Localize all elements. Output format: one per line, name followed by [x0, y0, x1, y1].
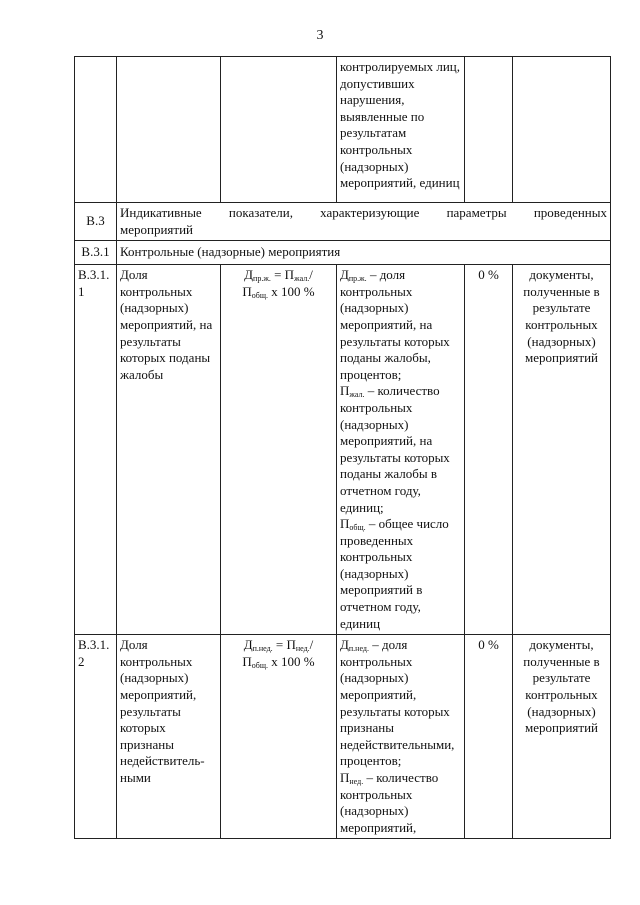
legend-entry	[340, 770, 461, 836]
subscript: пр.ж.	[253, 274, 271, 284]
indicator-code: В.3.1.2	[75, 635, 117, 839]
indicator-legend	[337, 635, 465, 839]
subsection-code: В.3.1	[75, 241, 117, 265]
section-title-line1	[120, 205, 607, 222]
subscript: пр.ж.	[348, 274, 367, 284]
section-title	[117, 203, 611, 241]
table-row-section-b31	[75, 241, 611, 265]
indicator-legend	[337, 265, 465, 635]
cell-formula	[221, 57, 337, 203]
section-title-word: параметры	[446, 205, 507, 220]
indicator-source: документы, полученные в результате контрольных (надзорных) мероприятий	[513, 635, 611, 839]
indicator-formula	[221, 265, 337, 635]
table-row-section-b3	[75, 203, 611, 241]
indicators-table	[74, 56, 611, 839]
indicator-name: Доля контрольных (надзорных) мероприятий, на результаты которых поданы жалобы	[117, 265, 221, 635]
table-row-b311	[75, 265, 611, 635]
legend-symbol: П	[340, 383, 350, 399]
section-title-word: Индикативные	[120, 205, 202, 220]
indicator-code: В.3.1.1	[75, 265, 117, 635]
section-title-word: показатели,	[228, 205, 293, 220]
subscript: п.нед.	[348, 644, 369, 654]
legend-entry	[340, 267, 461, 383]
section-title-word: проведенных	[533, 205, 607, 220]
subsection-title: Контрольные (надзорные) мероприятия	[117, 241, 611, 265]
subscript: общ.	[251, 290, 269, 300]
indicator-target: 0 %	[465, 635, 513, 839]
page-number: 3	[316, 28, 324, 43]
legend-text: – количество контрольных (надзорных) мероприятий,	[340, 770, 439, 835]
table-row-b312	[75, 635, 611, 839]
legend-text: – общее число проведенных контрольных (надзорных) мероприятий в отчетном году, единиц	[340, 516, 449, 631]
indicator-formula	[221, 635, 337, 839]
section-title-word: характеризующие	[320, 205, 420, 220]
section-code: В.3	[75, 203, 117, 241]
legend-symbol: П	[340, 770, 350, 785]
cell-target	[465, 57, 513, 203]
legend-text: – доля контрольных (надзорных) мероприятий, результаты которых признаны недействительными, процентов;	[340, 637, 455, 769]
formula-line-1: $Д_{п.нед.} = П_{нед.}/$	[243, 637, 314, 654]
cell-name	[117, 57, 221, 203]
legend-entry	[340, 383, 461, 516]
indicator-source: документы, полученные в результате контрольных (надзорных) мероприятий	[513, 265, 611, 635]
subscript: жал.	[294, 274, 310, 284]
legend-symbol: Д	[340, 267, 349, 283]
section-title-line2: мероприятий	[120, 221, 193, 237]
subscript: нед.	[349, 777, 364, 786]
legend-symbol: Д	[340, 637, 349, 653]
legend-text: – количество контрольных (надзорных) мероприятий, на результаты которых поданы жалобы в отчетном году, единиц;	[340, 383, 450, 515]
subscript: п.нед.	[252, 644, 273, 654]
legend-entry	[340, 637, 461, 770]
indicator-target: 0 %	[465, 265, 513, 635]
legend-symbol: П	[340, 516, 350, 532]
indicator-name: Доля контрольных (надзорных) мероприятий, результаты которых признаны недействитель-ными	[117, 635, 221, 839]
legend-text: – доля контрольных (надзорных) мероприятий, на результаты которых поданы жалобы, процентов;	[340, 267, 450, 382]
cell-source	[513, 57, 611, 203]
subscript: общ.	[349, 523, 366, 533]
subscript: нед.	[295, 644, 310, 654]
table-row-continuation	[75, 57, 611, 203]
subscript: общ.	[251, 660, 269, 670]
cell-description: контролируемых лиц, допустивших нарушения, выявленные по результатам контрольных (надзорных) мероприятий, единиц	[337, 57, 465, 203]
formula-line-2: $П_{общ.}$ х 100 %	[242, 653, 315, 670]
legend-entry	[340, 516, 461, 632]
formula-line-2: $П_{общ.}$ х 100 %	[242, 283, 315, 300]
subscript: жал.	[349, 390, 365, 400]
cell-code	[75, 57, 117, 203]
formula-line-1: $Д_{пр.ж.} = П_{жал.}/$	[244, 267, 313, 284]
